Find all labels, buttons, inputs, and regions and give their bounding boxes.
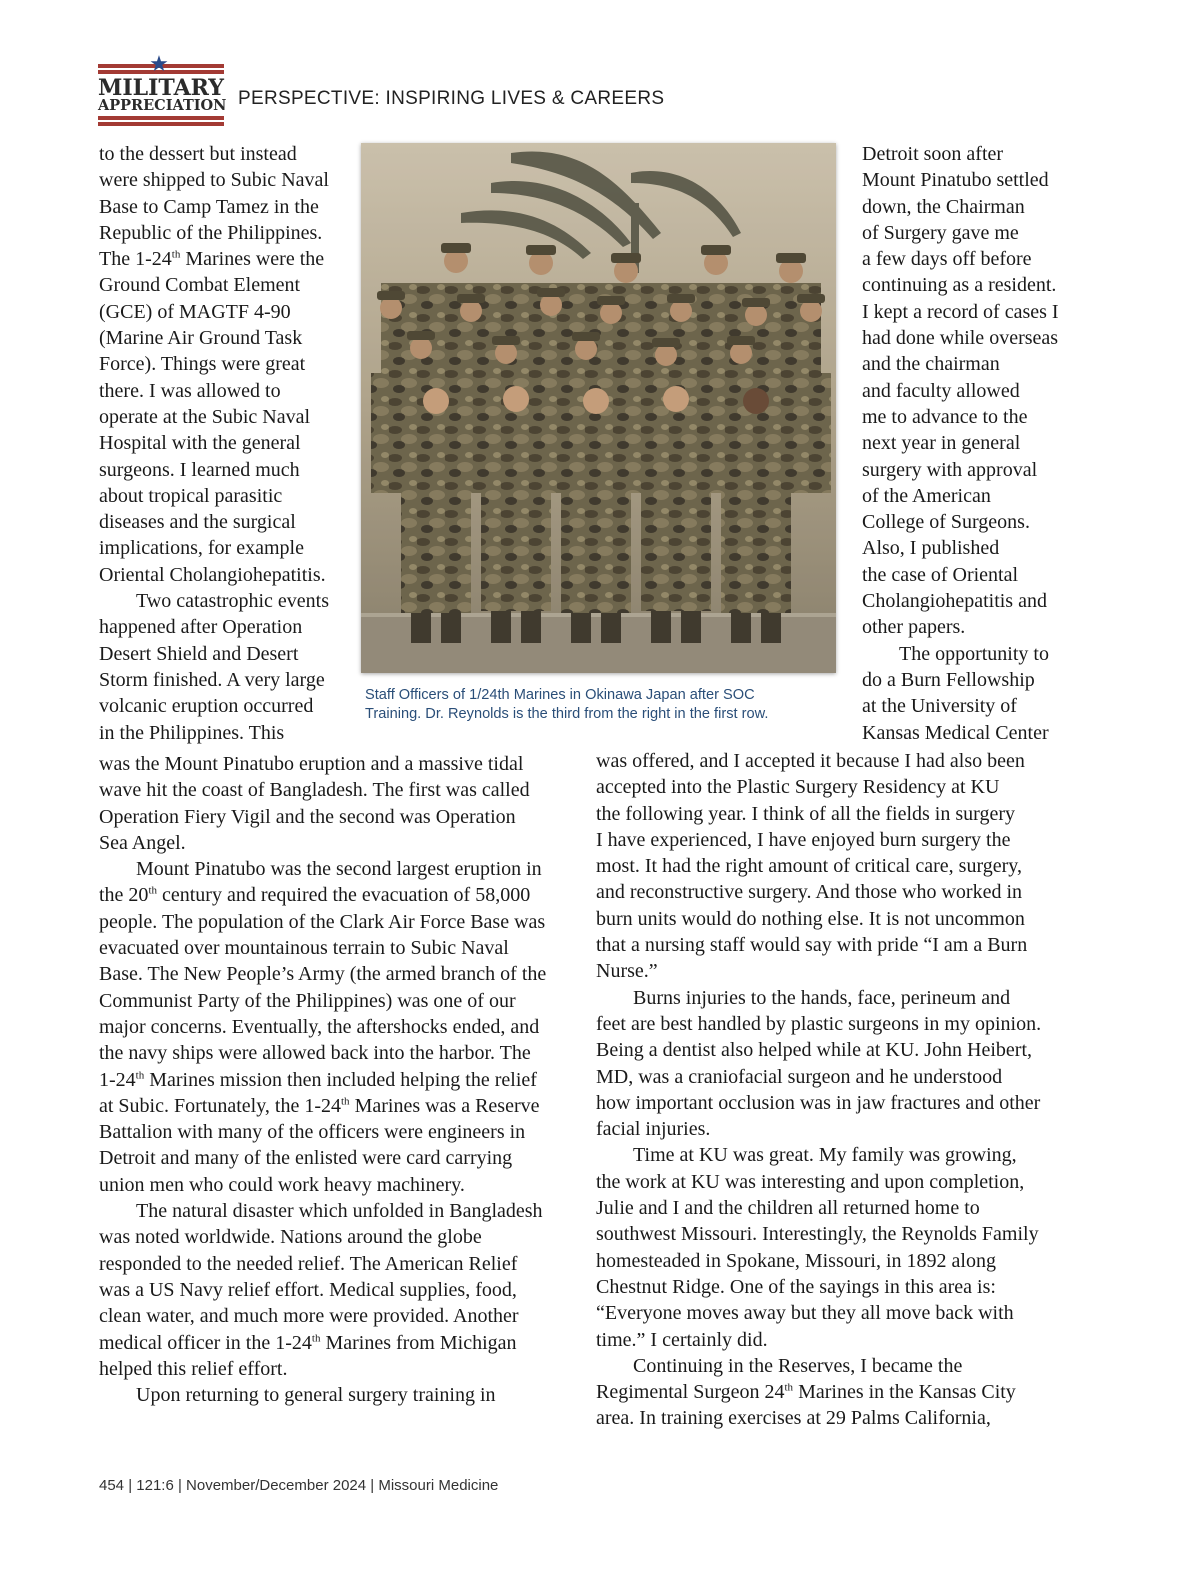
logo-line-1: MILITARY (98, 75, 224, 101)
logo-line-2: APPRECIATION (98, 97, 227, 114)
photo-caption: Staff Officers of 1/24th Marines in Okinawa Japan after SOC Training. Dr. Reynolds is the third from the right in the first row. (365, 687, 769, 722)
page-footer: 454 | 121:6 | November/December 2024 | Missouri Medicine (99, 1477, 499, 1494)
section-title: PERSPECTIVE: INSPIRING LIVES & CAREERS (238, 88, 665, 109)
left-column-bottom: was the Mount Pinatubo eruption and a massive tidal wave hit the coast of Bangladesh. The first was called Operation Fiery Vigil and the second was Operation Sea Angel. Mount Pinatubo was the second largest eruption in the 20th century and required the evacuation of 58,000 people. The population of the Clark Air Force Base was evacuated over mountainous terrain to Subic Naval Base. The New People’s Army (the armed branch of the Communist Party of the Philippines) was one of our major concerns. Eventually, the aftershocks ended, and the navy ships were allowed back into the harbor. The 1-24th Marines mission then included helping the relief at Subic. Fortunately, the 1-24th Marines was a Reserve Battalion with many of the officers were engineers in Detroit and many of the enlisted were card carrying union men who could work heavy machinery. The natural disaster which unfolded in Bangladesh was noted worldwide. Nations around the globe responded to the needed relief. The American Relief was a US Navy relief effort. Medical supplies, food, clean water, and much more were provided. Another medical officer in the 1-24th Marines from Michigan helped this relief effort. Upon returning to general surgery training in (99, 753, 547, 1407)
star-icon: ★ (149, 52, 169, 77)
military-appreciation-logo (98, 52, 227, 128)
right-column-top: Detroit soon after Mount Pinatubo settled down, the Chairman of Surgery gave me a few days off before continuing as a resident. I kept a record of cases I had done while overseas and the chairman and faculty allowed me to advance to the next year in general surgery with approval of the American College of Surgeons. Also, I published the case of Oriental Cholangiohepatitis and other papers. The opportunity to do a Burn Fellowship at the University of Kansas Medical Center (862, 143, 1059, 744)
left-column-top: to the dessert but instead were shipped to Subic Naval Base to Camp Tamez in the Republic of the Philippines. The 1-24th Marines were the Ground Combat Element (GCE) of MAGTF 4-90 (Marine Air Ground Task Force). Things were great there. I was allowed to operate at the Subic Naval Hospital with the general surgeons. I learned much about tropical parasitic diseases and the surgical implications, for example Oriental Cholangiohepatitis. Two catastrophic events happened after Operation Desert Shield and Desert Storm finished. A very large volcanic eruption occurred in the Philippines. This (99, 143, 329, 744)
right-column-bottom: was offered, and I accepted it because I had also been accepted into the Plastic Surgery Residency at KU the following year. I think of all the fields in surgery I have experienced, I have enjoyed burn surgery the most. It had the right amount of critical care, surgery, and reconstructive surgery. And those who worked in burn units would do nothing else. It is not uncommon that a nursing staff would say with pride “I am a Burn Nurse.” Burns injuries to the hands, face, perineum and feet are best handled by plastic surgeons in my opinion. Being a dentist also helped while at KU. John Heibert, MD, was a craniofacial surgeon and he understood how important occlusion was in jaw fractures and other facial injuries. Time at KU was great. My family was growing, the work at KU was interesting and upon completion, Julie and I and the children all returned home to southwest Missouri. Interestingly, the Reynolds Family homesteaded in Spokane, Missouri, in 1892 along Chestnut Ridge. One of the sayings in this area is: “Everyone moves away but they all move back with time.” I certainly did. Continuing in the Reserves, I became the Regimental Surgeon 24th Marines in the Kansas City area. In training exercises at 29 Palms California, (596, 750, 1042, 1430)
marines-group-photo (361, 143, 836, 673)
